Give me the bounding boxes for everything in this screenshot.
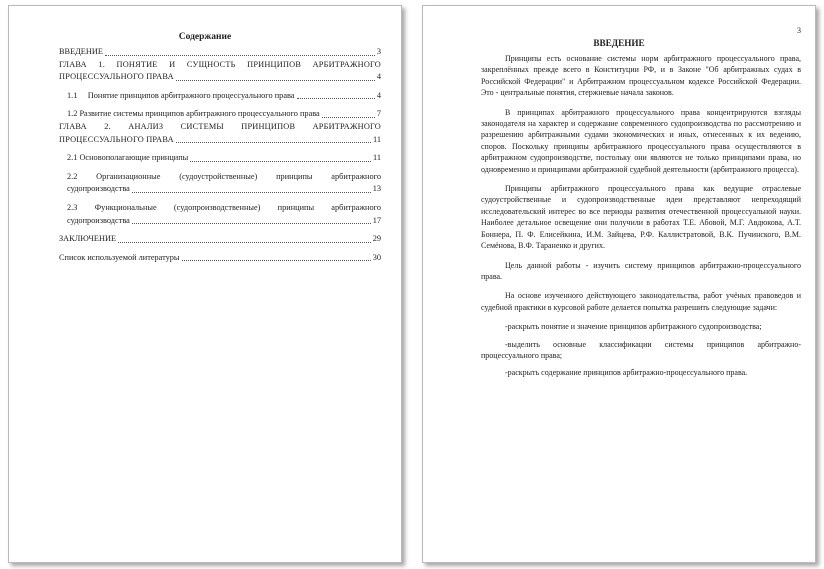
leader-dots bbox=[105, 55, 375, 56]
toc-page-number: 13 bbox=[372, 184, 381, 194]
toc-entry-label: ВВЕДЕНИЕ bbox=[59, 47, 103, 56]
toc-list bbox=[59, 46, 381, 264]
toc-page-number: 7 bbox=[376, 109, 381, 119]
leader-dots bbox=[176, 142, 371, 143]
toc-page-number: 11 bbox=[373, 153, 381, 163]
introduction-title: ВВЕДЕНИЕ bbox=[593, 38, 645, 48]
toc-entry-label: судопроизводства bbox=[67, 215, 130, 225]
toc-page-number: 30 bbox=[372, 252, 381, 262]
task-list-item: -выделить основные классификации системы принципов арбитражно-процессуального права; bbox=[481, 339, 801, 360]
paragraph: В принципах арбитражного процессуального права концентрируются взгляды законодателя на характер и содержание современного судопроизводства по рассмотрению и разрешению арбитражными судами экономических и иных, отнесенных к их ведению, споров. Поскольку принципы арбитражного процессуального права осуществляются в арбитражном судопроизводстве, постольку они являются не только принципами права, но одновременно и принципами арбитражной судебной деятельности (арбитражного процесса). bbox=[481, 107, 801, 174]
toc-entry-section-2-3 bbox=[59, 215, 381, 228]
introduction-body bbox=[481, 53, 801, 385]
toc-entry-chapter-1-line1: ГЛАВА 1. ПОНЯТИЕ И СУЩНОСТЬ ПРИНЦИПОВ АРБИТРАЖНОГО bbox=[59, 59, 381, 69]
paragraph: Принципы арбитражного процессуального права как ведущие отраслевые судоустройственные и судопроизводственные идеи представляют непреходящий исследовательский интерес во все периоды развития отечественной процессуальной науки. Наиболее детальное освещение они получили в работах Т.Е. Абовой, М.Г. Авдюкова, А.Т. Боннера, П. Ф. Елисейкина, И.М. Зайцева, Р.Ф. Каллистратовой, В.К. Пучинского, В.М. Семёнова, В.Ф. Тараненко и других. bbox=[481, 184, 801, 251]
paragraph: Цель данной работы - изучить систему принципов арбитражно-процессуального права. bbox=[481, 260, 801, 281]
table-of-contents-page bbox=[8, 5, 402, 563]
toc-entry-section-1-1 bbox=[59, 90, 381, 103]
paragraph: Принципы есть основание системы норм арбитражного процессуального права, закреплённых прежде всего в Конституции РФ, и в Законе "Об арбитражных судах в Российской Федерации" и Арбитражном процессуальном кодексе Российской Федерации. Это - центральные понятия, стержневые начала законов. bbox=[481, 54, 801, 98]
leader-dots bbox=[190, 161, 371, 162]
toc-page-number: 4 bbox=[376, 72, 381, 82]
leader-dots bbox=[182, 260, 371, 261]
task-list-item: -раскрыть понятие и значение принципов арбитражного судопроизводства; bbox=[505, 322, 762, 332]
toc-entry-label: ЗАКЛЮЧЕНИЕ bbox=[59, 234, 117, 244]
toc-page-number: 3 bbox=[376, 47, 381, 56]
toc-entry-introduction bbox=[59, 46, 381, 59]
toc-entry-section-2-1 bbox=[59, 152, 381, 165]
toc-page-number: 4 bbox=[376, 90, 381, 100]
task-list-item: -раскрыть содержание принципов арбитражно-процессуального права. bbox=[505, 368, 748, 378]
toc-page-number: 11 bbox=[373, 134, 381, 144]
toc-entry-label: ПРОЦЕССУАЛЬНОГО ПРАВА bbox=[59, 134, 174, 144]
toc-entry-label: 2.1 Основополагающие принципы bbox=[67, 153, 189, 163]
toc-entry-section-1-2 bbox=[59, 108, 381, 121]
leader-dots bbox=[322, 117, 375, 118]
leader-dots bbox=[118, 242, 371, 243]
toc-entry-chapter-2-line1: ГЛАВА 2. АНАЛИЗ СИСТЕМЫ ПРИНЦИПОВ АРБИТРАЖНОГО bbox=[59, 121, 381, 131]
toc-entry-label: 1.1 Понятие принципов арбитражного процессуального права bbox=[67, 90, 295, 100]
toc-page-number: 17 bbox=[372, 215, 381, 225]
toc-entry-label: судопроизводства bbox=[67, 184, 130, 194]
page-number: 3 bbox=[797, 26, 801, 35]
toc-entry-label: Список используемой литературы bbox=[59, 252, 180, 262]
leader-dots bbox=[176, 80, 375, 81]
toc-entry-chapter-1 bbox=[59, 71, 381, 84]
paragraph: На основе изученного действующего законодательства, работ учёных правоведов и судебной практики в курсовой работе делается попытка разрешить следующие задачи: bbox=[481, 291, 801, 312]
leader-dots bbox=[132, 192, 371, 193]
toc-page-number: 29 bbox=[372, 234, 381, 244]
toc-entry-label: 1.2 Развитие системы принципов арбитражного процессуального права bbox=[67, 109, 320, 119]
leader-dots bbox=[297, 98, 375, 99]
toc-entry-section-2-2 bbox=[59, 183, 381, 196]
toc-entry-section-2-2-line1: 2.2 Организационные (судоустройственные) принципы арбитражного bbox=[67, 171, 381, 181]
toc-entry-references bbox=[59, 252, 381, 265]
toc-entry-chapter-2 bbox=[59, 134, 381, 147]
toc-title: Содержание bbox=[178, 32, 232, 42]
introduction-page bbox=[422, 5, 816, 563]
leader-dots bbox=[132, 223, 371, 224]
toc-entry-section-2-3-line1: 2.3 Функциональные (судопроизводственные) принципы арбитражного bbox=[67, 202, 381, 212]
toc-entry-label: ПРОЦЕССУАЛЬНОГО ПРАВА bbox=[59, 72, 174, 82]
toc-entry-conclusion bbox=[59, 233, 381, 246]
